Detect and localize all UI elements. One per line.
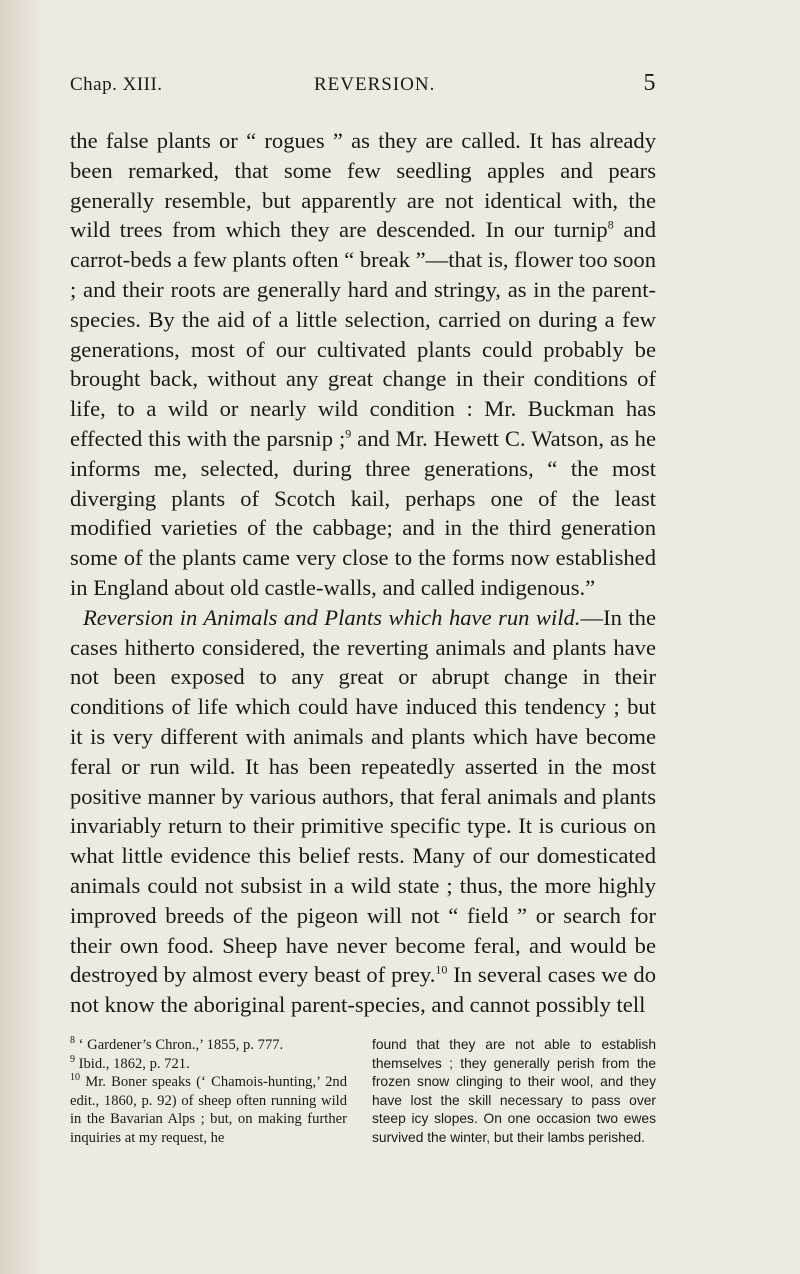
paragraph-2-text-b: In several cases we do not know the aboriginal parent-species, and cannot possibly tell bbox=[70, 962, 656, 1018]
paragraph-2-text-a: —In the cases hitherto considered, the reverting animals and plants have not been exposed to any great or abrupt change in their conditions of life which could have induced this tendency ; but it is very different with animals and plants which have become feral or run wild. It has been repeatedly asserted in the most positive manner by various authors, that feral animals and plants invariably return to their primitive specific type. It is curious on what little evidence this belief rests. Many of our domesticated animals could not subsist in a wild state ; thus, the more highly improved breeds of the pigeon will not “ field ” or search for their own food. Sheep have never become feral, and would be destroyed by almost every beast of prey. bbox=[70, 604, 657, 988]
footnote-ref-8: 8 bbox=[607, 217, 614, 232]
footnote-ref-9: 9 bbox=[345, 426, 352, 441]
paragraph-1-text-a: the false plants or “ rogues ” as they are called. It has already been remarked, that some few seedling apples and pears generally resemble, but apparently are not identical with, the wild trees from which they are descended. In our turnip bbox=[70, 128, 656, 243]
footnotes bbox=[70, 1036, 656, 1148]
footnotes-left-column bbox=[70, 1036, 347, 1148]
footnotes-right-column bbox=[372, 1036, 656, 1148]
footnote-ref-10: 10 bbox=[435, 962, 448, 977]
chapter-label: Chap. XIII. bbox=[70, 74, 163, 95]
footnote-9-number: 9 bbox=[70, 1053, 75, 1065]
footnote-9 bbox=[70, 1055, 347, 1074]
footnote-8-text: ‘ Gardener’s Chron.,’ 1855, p. 777. bbox=[75, 1037, 284, 1053]
paragraph-1-text-c: and Mr. Hewett C. Watson, as he informs me, selected, during three generations, “ the most diverging plants of Scotch kail, perhaps one of the least modified varieties of the cabbage; and in the third generation some of the plants came very close to the forms now established in England about old castle-walls, and called indigenous.” bbox=[70, 425, 656, 600]
running-title: REVERSION. bbox=[314, 74, 436, 95]
footnote-10 bbox=[70, 1073, 347, 1147]
section-heading: Reversion in Animals and Plants which have run wild. bbox=[82, 604, 581, 630]
footnote-9-text: Ibid., 1862, p. 721. bbox=[75, 1055, 190, 1072]
paragraph-2 bbox=[70, 603, 656, 1020]
footnote-10-number: 10 bbox=[70, 1072, 80, 1084]
footnote-10-text: Mr. Boner speaks (‘ Chamois-hunting,’ 2nd edit., 1860, p. 92) of sheep often running wild in the Bavarian Alps ; but, on making further inquiries at my request, he bbox=[70, 1074, 347, 1146]
footnote-10-continuation: found that they are not able to establish themselves ; they generally perish from the frozen snow clinging to their wool, and they have lost the skill necessary to pass over steep icy slopes. On one occasion two ewes survived the winter, but their lambs perished. bbox=[372, 1037, 656, 1145]
paragraph-1-text-b: and carrot-beds a few plants often “ break ”—that is, flower too soon ; and their roots are generally hard and stringy, as in the parent-species. By the aid of a little selection, carried on during a few generations, most of our cultivated plants could probably be brought back, without any great change in their conditions of life, to a wild or nearly wild condition : Mr. Buckman has effected this with the parsnip ; bbox=[70, 217, 656, 451]
page-number: 5 bbox=[643, 70, 656, 96]
footnote-8 bbox=[70, 1036, 347, 1055]
main-text bbox=[70, 126, 656, 1020]
paragraph-1 bbox=[70, 126, 656, 603]
binding-shadow bbox=[0, 0, 42, 1274]
footnote-8-number: 8 bbox=[70, 1035, 75, 1047]
